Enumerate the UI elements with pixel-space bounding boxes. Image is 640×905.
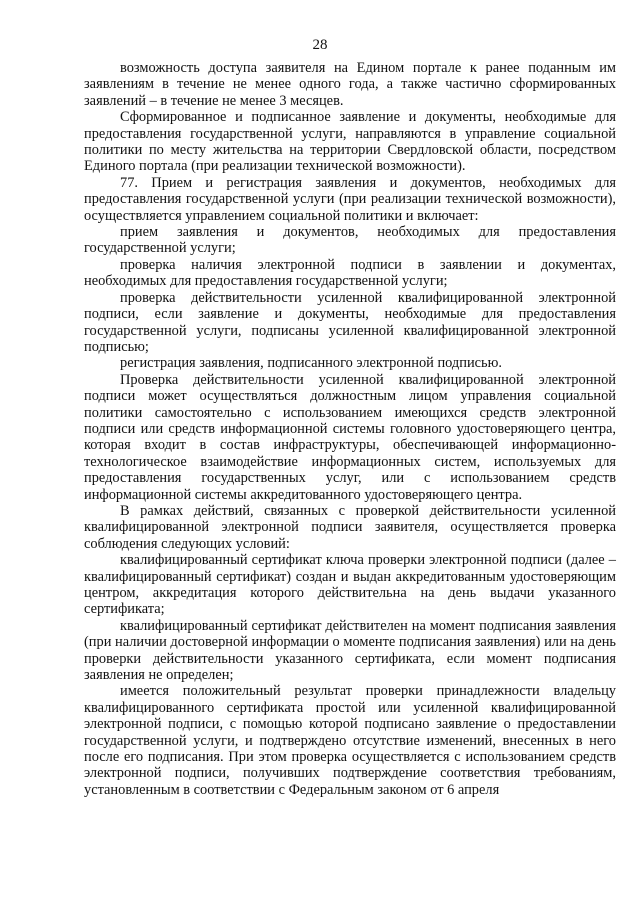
paragraph-portal-access: возможность доступа заявителя на Едином портале к ранее поданным им заявлениям в течение не менее одного года, а также частично сформированных заявлений – в течение не менее 3 месяцев. [84, 60, 616, 109]
page-number: 28 [312, 37, 328, 53]
paragraph-reception: прием заявления и документов, необходимых для предоставления государственной услуги; [84, 224, 616, 257]
paragraph-signature-validity: проверка действительности усиленной квалифицированной электронной подписи, если заявление и документы, необходимые для предоставления государственной услуги, подписаны усиленной квалифицированной электронной подписью; [84, 289, 616, 355]
paragraph-certificate-issued: квалифицированный сертификат ключа проверки электронной подписи (далее – квалифицированный сертификат) создан и выдан аккредитованным удостоверяющим центром, аккредитация которого действительна на день выдачи указанного сертификата; [84, 552, 616, 618]
paragraph-submission: Сформированное и подписанное заявление и документы, необходимые для предоставления государственной услуги, направляются в управление социальной политики по месту жительства на территории Свердловской области, посредством Единого портала (при реализации технической возможности). [84, 109, 616, 175]
paragraph-signature-presence: проверка наличия электронной подписи в заявлении и документах, необходимых для предоставления государственной услуги; [84, 256, 616, 290]
paragraph-item-77: 77. Прием и регистрация заявления и документов, необходимых для предоставления государственной услуги (при реализации технической возможности), осуществляется управлением социальной политики и включает: [84, 174, 616, 224]
paragraph-registration: регистрация заявления, подписанного электронной подписью. [120, 355, 502, 372]
paragraph-positive-result: имеется положительный результат проверки принадлежности владельцу квалифицированного сертификата простой или усиленной квалифицированной электронной подписи, с помощью которой подписано заявление о предоставлении государственной услуги, и подтверждено отсутствие изменений, внесенных в него после его подписания. При этом проверка осуществляется с использованием средств электронной подписи, получивших подтверждение соответствия требованиям, установленным в соответствии с Федеральным законом от 6 апреля [84, 683, 616, 798]
document-body [84, 60, 616, 798]
paragraph-certificate-valid: квалифицированный сертификат действителен на момент подписания заявления (при наличии достоверной информации о моменте подписания заявления) или на день проверки действительности указанного сертификата, если момент подписания заявления не определен; [84, 617, 616, 684]
paragraph-conditions-intro: В рамках действий, связанных с проверкой действительности усиленной квалифицированной электронной подписи заявителя, осуществляется проверка соблюдения следующих условий: [84, 502, 616, 552]
paragraph-validity-check-means: Проверка действительности усиленной квалифицированной электронной подписи может осуществляться должностным лицом управления социальной политики самостоятельно с использованием имеющихся средств электронной подписи или средств информационной системы головного удостоверяющего центра, которая входит в состав инфраструктуры, обеспечивающей информационно-технологическое взаимодействие информационных систем, используемых для предоставления государственных услуг, или с использованием средств информационной системы аккредитованного удостоверяющего центра. [84, 371, 616, 503]
